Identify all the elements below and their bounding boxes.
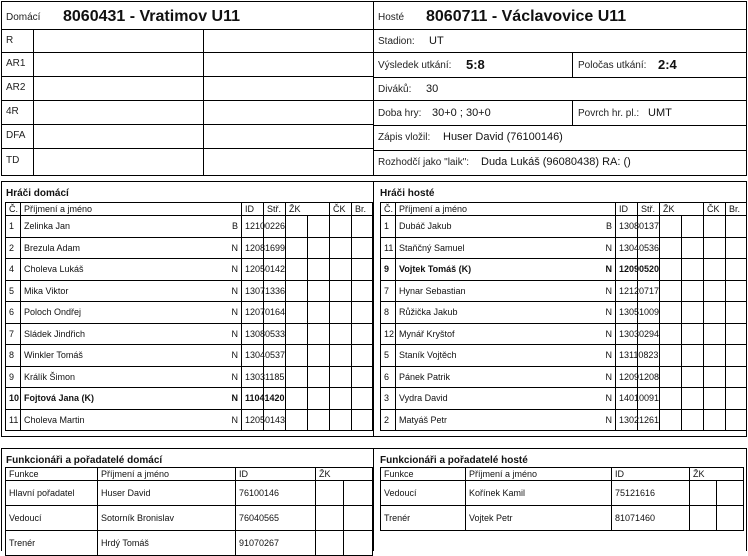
yellow-card-cell xyxy=(660,345,682,367)
player-name xyxy=(396,302,616,324)
goalkeeper-cell xyxy=(352,302,373,324)
yellow-card-cell-2 xyxy=(682,409,704,431)
yellow-card-cell-2 xyxy=(308,259,330,281)
staff-row xyxy=(381,481,744,506)
player-name-text: Matyáš Petr xyxy=(399,414,448,425)
player-name-text: Hynar Sebastian xyxy=(399,285,466,296)
player-name-text: Brezula Adam xyxy=(24,242,81,253)
player-name xyxy=(21,345,242,367)
player-position: N xyxy=(231,264,238,275)
player-row xyxy=(6,388,373,410)
staff-yellow-card-cell-2 xyxy=(344,531,373,556)
yellow-card-cell xyxy=(286,366,308,388)
player-position: N xyxy=(231,371,238,382)
yellow-card-cell-2 xyxy=(682,323,704,345)
player-row xyxy=(381,216,747,238)
red-card-cell xyxy=(330,280,352,302)
surface-value: UMT xyxy=(648,107,672,119)
goalkeeper-cell xyxy=(352,216,373,238)
player-number: 7 xyxy=(6,323,21,345)
staff-role: Vedoucí xyxy=(381,481,466,506)
col-name-header: Příjmení a jméno xyxy=(396,203,616,216)
player-position: N xyxy=(231,307,238,318)
recorded-label: Zápis vložil: xyxy=(378,132,431,143)
yellow-card-cell xyxy=(286,259,308,281)
player-position: N xyxy=(231,393,238,404)
player-number: 1 xyxy=(381,216,396,238)
away-players-table xyxy=(380,202,747,431)
player-name-text: Fojtová Jana (K) xyxy=(24,393,95,404)
staff-id: 75121616 xyxy=(612,481,690,506)
goalkeeper-cell xyxy=(726,388,747,410)
red-card-cell xyxy=(704,323,726,345)
player-name-text: Dubáč Jakub xyxy=(399,221,452,232)
player-name-text: Sládek Jindřich xyxy=(24,328,86,339)
player-number: 11 xyxy=(6,409,21,431)
yellow-card-cell xyxy=(660,323,682,345)
red-card-cell xyxy=(704,366,726,388)
player-number: 6 xyxy=(6,302,21,324)
player-id: 13080533 xyxy=(242,323,264,345)
player-number: 1 xyxy=(6,216,21,238)
player-name xyxy=(21,237,242,259)
player-name-text: Vydra David xyxy=(399,393,448,404)
yellow-card-cell xyxy=(660,280,682,302)
col-red-card-header: ČK xyxy=(330,203,352,216)
player-position: N xyxy=(605,285,612,296)
table-header-row xyxy=(381,203,747,216)
player-id: 13030294 xyxy=(616,323,638,345)
official-role-r: R xyxy=(6,35,14,46)
player-position: N xyxy=(231,242,238,253)
player-name xyxy=(396,345,616,367)
player-name-text: Poloch Ondřej xyxy=(24,307,82,318)
staff-name: Hrdý Tomáš xyxy=(98,531,236,556)
red-card-cell xyxy=(704,280,726,302)
player-id: 12070164 xyxy=(242,302,264,324)
player-row xyxy=(381,323,747,345)
goalkeeper-cell xyxy=(726,216,747,238)
player-name xyxy=(396,366,616,388)
recorded-value: Huser David (76100146) xyxy=(443,131,563,143)
staff-name-header: Příjmení a jméno xyxy=(98,468,236,481)
goalkeeper-cell xyxy=(352,388,373,410)
yellow-card-cell-2 xyxy=(308,280,330,302)
yellow-card-cell-2 xyxy=(308,366,330,388)
player-row xyxy=(6,345,373,367)
player-id: 13040536 xyxy=(616,237,638,259)
player-position: N xyxy=(605,307,612,318)
player-id: 13080137 xyxy=(616,216,638,238)
yellow-card-cell-2 xyxy=(682,345,704,367)
surface-label: Povrch hr. pl.: xyxy=(578,108,640,119)
yellow-card-cell-2 xyxy=(682,302,704,324)
player-number: 8 xyxy=(381,302,396,324)
player-row xyxy=(6,302,373,324)
player-position: N xyxy=(231,350,238,361)
player-id: 12081699 xyxy=(242,237,264,259)
player-position: N xyxy=(231,414,238,425)
red-card-cell xyxy=(704,237,726,259)
away-players-title: Hráči hosté xyxy=(380,188,435,199)
yellow-card-cell-2 xyxy=(308,302,330,324)
player-row xyxy=(381,237,747,259)
official-role-ar1: AR1 xyxy=(6,58,26,69)
col-number-header: Č. xyxy=(381,203,396,216)
player-id: 13040537 xyxy=(242,345,264,367)
player-number: 5 xyxy=(6,280,21,302)
goalkeeper-cell xyxy=(726,280,747,302)
staff-row xyxy=(6,531,373,556)
yellow-card-cell-2 xyxy=(308,345,330,367)
col-scorer-header: Stř. xyxy=(264,203,286,216)
yellow-card-cell-2 xyxy=(682,237,704,259)
col-goalkeeper-header: Br. xyxy=(726,203,747,216)
referee-value: Duda Lukáš (96080438) RA: () xyxy=(481,156,631,168)
goalkeeper-cell xyxy=(726,323,747,345)
goalkeeper-cell xyxy=(352,409,373,431)
red-card-cell xyxy=(704,345,726,367)
staff-role: Trenér xyxy=(6,531,98,556)
yellow-card-cell xyxy=(286,302,308,324)
staff-id: 76100146 xyxy=(236,481,316,506)
staff-header-row xyxy=(6,468,373,481)
stadium-value: UT xyxy=(429,35,444,47)
halftime-label: Poločas utkání: xyxy=(578,60,647,71)
yellow-card-cell xyxy=(660,259,682,281)
player-position: B xyxy=(605,221,612,232)
staff-id: 91070267 xyxy=(236,531,316,556)
staff-role-header: Funkce xyxy=(6,468,98,481)
home-team: 8060431 - Vratimov U11 xyxy=(63,8,241,25)
spectators-label: Diváků: xyxy=(378,84,412,95)
home-staff-title: Funkcionáři a pořadatelé domácí xyxy=(6,455,163,466)
yellow-card-cell-2 xyxy=(308,388,330,410)
staff-yellow-card-cell-2 xyxy=(344,506,373,531)
player-number: 4 xyxy=(6,259,21,281)
player-row xyxy=(381,280,747,302)
player-position: B xyxy=(231,221,238,232)
away-staff-table xyxy=(380,467,744,531)
red-card-cell xyxy=(330,345,352,367)
player-position: N xyxy=(605,328,612,339)
staff-yellow-card-cell xyxy=(316,506,344,531)
official-role-4r: 4R xyxy=(6,106,19,117)
result-value: 5:8 xyxy=(466,57,485,72)
player-name xyxy=(396,409,616,431)
player-name xyxy=(396,280,616,302)
stadium-label: Stadion: xyxy=(378,36,415,47)
goalkeeper-cell xyxy=(352,259,373,281)
col-number-header: Č. xyxy=(6,203,21,216)
player-id: 13051009 xyxy=(616,302,638,324)
table-header-row xyxy=(6,203,373,216)
yellow-card-cell-2 xyxy=(308,323,330,345)
red-card-cell xyxy=(704,302,726,324)
player-number: 7 xyxy=(381,280,396,302)
player-name xyxy=(21,259,242,281)
staff-yellow-card-header: ŽK xyxy=(690,468,744,481)
player-row xyxy=(6,409,373,431)
red-card-cell xyxy=(330,237,352,259)
player-id: 13031185 xyxy=(242,366,264,388)
referee-label: Rozhodčí jako "laik": xyxy=(378,157,470,168)
player-row xyxy=(6,216,373,238)
yellow-card-cell-2 xyxy=(682,259,704,281)
goalkeeper-cell xyxy=(352,345,373,367)
goalkeeper-cell xyxy=(352,280,373,302)
player-name-text: Choleva Martin xyxy=(24,414,85,425)
player-row xyxy=(6,237,373,259)
col-yellow-card-header: ŽK xyxy=(286,203,330,216)
staff-yellow-card-cell xyxy=(316,531,344,556)
col-red-card-header: ČK xyxy=(704,203,726,216)
staff-role: Hlavní pořadatel xyxy=(6,481,98,506)
red-card-cell xyxy=(330,259,352,281)
player-id: 13071336 xyxy=(242,280,264,302)
home-players-title: Hráči domácí xyxy=(6,188,69,199)
home-staff-table xyxy=(5,467,373,556)
player-number: 9 xyxy=(381,259,396,281)
red-card-cell xyxy=(330,302,352,324)
player-position: N xyxy=(605,371,612,382)
player-name xyxy=(396,216,616,238)
red-card-cell xyxy=(330,323,352,345)
player-id: 12050143 xyxy=(242,409,264,431)
yellow-card-cell xyxy=(286,388,308,410)
col-yellow-card-header: ŽK xyxy=(660,203,704,216)
yellow-card-cell xyxy=(660,366,682,388)
yellow-card-cell xyxy=(660,302,682,324)
player-row xyxy=(381,409,747,431)
yellow-card-cell xyxy=(660,216,682,238)
player-number: 3 xyxy=(381,388,396,410)
goalkeeper-cell xyxy=(726,237,747,259)
official-role-ar2: AR2 xyxy=(6,82,26,93)
staff-yellow-card-cell xyxy=(690,481,717,506)
player-name-text: Pánek Patrik xyxy=(399,371,451,382)
player-number: 2 xyxy=(6,237,21,259)
player-number: 10 xyxy=(6,388,21,410)
red-card-cell xyxy=(704,409,726,431)
yellow-card-cell-2 xyxy=(308,216,330,238)
yellow-card-cell xyxy=(660,388,682,410)
staff-yellow-card-header: ŽK xyxy=(316,468,373,481)
staff-name-header: Příjmení a jméno xyxy=(466,468,612,481)
player-id: 14010091 xyxy=(616,388,638,410)
player-number: 11 xyxy=(381,237,396,259)
player-number: 8 xyxy=(6,345,21,367)
player-name-text: Mika Viktor xyxy=(24,285,69,296)
player-name-text: Winkler Tomáš xyxy=(24,350,83,361)
player-name-text: Zelinka Jan xyxy=(24,221,71,232)
player-row xyxy=(381,259,747,281)
player-name-text: Staník Vojtěch xyxy=(399,350,457,361)
staff-row xyxy=(381,506,744,531)
player-number: 6 xyxy=(381,366,396,388)
player-row xyxy=(381,388,747,410)
player-id: 13110823 xyxy=(616,345,638,367)
red-card-cell xyxy=(330,409,352,431)
yellow-card-cell xyxy=(286,409,308,431)
result-label: Výsledek utkání: xyxy=(378,60,452,71)
player-number: 2 xyxy=(381,409,396,431)
player-name-text: Králík Šimon xyxy=(24,371,76,382)
player-row xyxy=(6,280,373,302)
official-role-td: TD xyxy=(6,155,20,166)
staff-yellow-card-cell-2 xyxy=(717,506,744,531)
yellow-card-cell-2 xyxy=(682,216,704,238)
yellow-card-cell-2 xyxy=(308,237,330,259)
goalkeeper-cell xyxy=(726,302,747,324)
red-card-cell xyxy=(330,366,352,388)
yellow-card-cell-2 xyxy=(682,388,704,410)
goalkeeper-cell xyxy=(726,345,747,367)
staff-name: Sotorník Bronislav xyxy=(98,506,236,531)
col-scorer-header: Stř. xyxy=(638,203,660,216)
player-position: N xyxy=(605,414,612,425)
goalkeeper-cell xyxy=(352,366,373,388)
player-position: N xyxy=(605,264,612,275)
player-number: 9 xyxy=(6,366,21,388)
staff-yellow-card-cell xyxy=(690,506,717,531)
staff-yellow-card-cell-2 xyxy=(717,481,744,506)
player-id: 12120717 xyxy=(616,280,638,302)
player-name xyxy=(396,388,616,410)
red-card-cell xyxy=(330,216,352,238)
col-id-header: ID xyxy=(242,203,264,216)
staff-id: 81071460 xyxy=(612,506,690,531)
yellow-card-cell xyxy=(660,237,682,259)
player-row xyxy=(381,345,747,367)
player-row xyxy=(381,366,747,388)
player-position: N xyxy=(605,350,612,361)
col-goalkeeper-header: Br. xyxy=(352,203,373,216)
away-staff-title: Funkcionáři a pořadatelé hosté xyxy=(380,455,528,466)
staff-id-header: ID xyxy=(236,468,316,481)
player-name xyxy=(21,409,242,431)
staff-role-header: Funkce xyxy=(381,468,466,481)
staff-row xyxy=(6,481,373,506)
player-name-text: Vojtek Tomáš (K) xyxy=(399,264,472,275)
player-name-text: Choleva Lukáš xyxy=(24,264,84,275)
yellow-card-cell xyxy=(286,216,308,238)
player-id: 13021261 xyxy=(616,409,638,431)
staff-row xyxy=(6,506,373,531)
staff-role: Vedoucí xyxy=(6,506,98,531)
yellow-card-cell xyxy=(286,237,308,259)
red-card-cell xyxy=(704,388,726,410)
player-name-text: Růžička Jakub xyxy=(399,307,458,318)
duration-value: 30+0 ; 30+0 xyxy=(432,107,491,119)
goalkeeper-cell xyxy=(352,323,373,345)
player-row xyxy=(381,302,747,324)
player-id: 12091208 xyxy=(616,366,638,388)
goalkeeper-cell xyxy=(726,409,747,431)
staff-role: Trenér xyxy=(381,506,466,531)
col-id-header: ID xyxy=(616,203,638,216)
player-row xyxy=(6,366,373,388)
player-id: 12050142 xyxy=(242,259,264,281)
red-card-cell xyxy=(704,259,726,281)
player-number: 5 xyxy=(381,345,396,367)
duration-label: Doba hry: xyxy=(378,108,422,119)
yellow-card-cell-2 xyxy=(682,280,704,302)
away-label: Hosté xyxy=(378,12,405,23)
player-name xyxy=(396,323,616,345)
player-row xyxy=(6,259,373,281)
player-name xyxy=(21,323,242,345)
player-position: N xyxy=(231,328,238,339)
player-row xyxy=(6,323,373,345)
staff-header-row xyxy=(381,468,744,481)
staff-name: Huser David xyxy=(98,481,236,506)
player-name xyxy=(21,366,242,388)
col-name-header: Příjmení a jméno xyxy=(21,203,242,216)
player-number: 12 xyxy=(381,323,396,345)
red-card-cell xyxy=(330,388,352,410)
yellow-card-cell xyxy=(286,323,308,345)
yellow-card-cell xyxy=(286,280,308,302)
staff-id-header: ID xyxy=(612,468,690,481)
spectators-value: 30 xyxy=(426,83,439,95)
official-role-dfa: DFA xyxy=(6,130,26,141)
player-name xyxy=(21,216,242,238)
player-name xyxy=(396,237,616,259)
player-name-text: Staňčný Samuel xyxy=(399,242,465,253)
staff-name: Kořínek Kamil xyxy=(466,481,612,506)
goalkeeper-cell xyxy=(726,366,747,388)
player-name xyxy=(396,259,616,281)
home-label: Domácí xyxy=(6,12,41,23)
yellow-card-cell xyxy=(286,345,308,367)
yellow-card-cell-2 xyxy=(682,366,704,388)
red-card-cell xyxy=(704,216,726,238)
player-name xyxy=(21,388,242,410)
staff-yellow-card-cell-2 xyxy=(344,481,373,506)
yellow-card-cell-2 xyxy=(308,409,330,431)
goalkeeper-cell xyxy=(726,259,747,281)
home-players-table xyxy=(5,202,373,431)
player-position: N xyxy=(605,393,612,404)
goalkeeper-cell xyxy=(352,237,373,259)
staff-name: Vojtek Petr xyxy=(466,506,612,531)
player-name xyxy=(21,302,242,324)
player-id: 12100226 xyxy=(242,216,264,238)
staff-id: 76040565 xyxy=(236,506,316,531)
player-name-text: Mynář Kryštof xyxy=(399,328,455,339)
away-team: 8060711 - Václavovice U11 xyxy=(426,8,627,25)
player-position: N xyxy=(231,285,238,296)
staff-yellow-card-cell xyxy=(316,481,344,506)
player-id: 11041420 xyxy=(242,388,264,410)
halftime-value: 2:4 xyxy=(658,57,677,72)
player-position: N xyxy=(605,242,612,253)
player-id: 12090520 xyxy=(616,259,638,281)
yellow-card-cell xyxy=(660,409,682,431)
player-name xyxy=(21,280,242,302)
